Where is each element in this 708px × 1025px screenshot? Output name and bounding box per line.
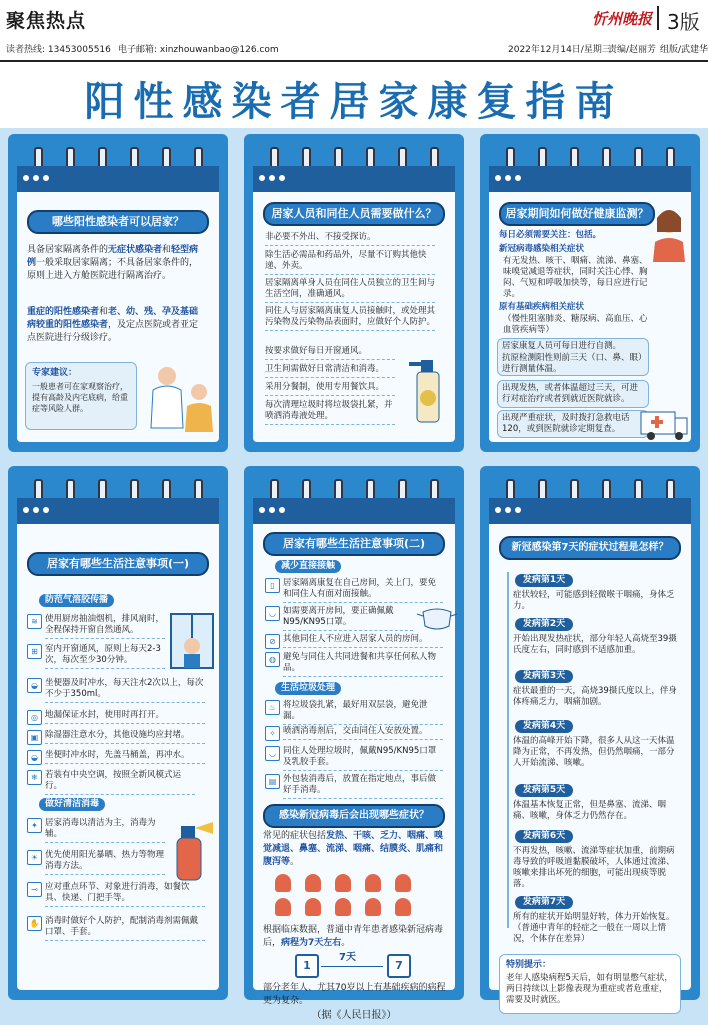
subheading-aerosol: 防范气溶胶传播 <box>39 594 114 607</box>
face-mask-icon <box>417 604 457 634</box>
subheading-contact: 减少直接接触 <box>275 560 341 573</box>
subheading-disinfection: 做好清洁消毒 <box>39 798 105 811</box>
timeline-line <box>507 572 509 928</box>
list-item: 按要求做好每日开窗通风。 <box>265 346 395 360</box>
list-item: 优先使用阳光暴晒、热力等物理消毒方法。 <box>45 850 165 875</box>
respirator-icon: ◡ <box>265 746 280 761</box>
day-label: 发病第2天 <box>515 618 573 631</box>
list-item: 居家隔离单身人员在同住人员独立的卫生间与生活空间，准确通风。 <box>265 278 435 303</box>
divider <box>657 6 659 30</box>
person-icon <box>365 898 381 916</box>
card-who-can-isolate <box>8 134 228 452</box>
list-item: 居家隔离康复在自己房间，关上门，要免和同住人有面对面接触。 <box>283 578 443 603</box>
mask-icon: ◡ <box>265 606 280 621</box>
person-icon <box>365 874 381 892</box>
self-test-text: 抗原检测阳性则前三天（口、鼻、眼）进行测量体温。 <box>502 353 643 374</box>
card-topband <box>489 166 691 192</box>
list-item: 如需要离开房间，要正确佩戴N95/KN95口罩。 <box>283 606 413 631</box>
card-question: 居家人员和同住人员需要做什么？ <box>263 202 445 226</box>
monitor-text-2: （慢性阻塞肺炎、糖尿病、高血压、心血管疾病等） <box>503 314 648 335</box>
air-conditioner-icon: ❄ <box>27 770 42 785</box>
special-tip-box <box>499 954 681 1014</box>
list-item: 同住人与居家隔离康复人员接触时，或处理其污染物及污染物品表面时，应做好个人防护。 <box>265 306 435 331</box>
edition-number: 3版 <box>667 10 700 34</box>
card-living-precautions-2 <box>244 466 464 1006</box>
duration-label: 7天 <box>339 952 356 963</box>
card-paper <box>17 498 219 990</box>
newspaper-logo: 忻州晚报 <box>592 10 653 28</box>
trash-bag-icon: ♨ <box>265 700 280 715</box>
binder-rings <box>480 479 700 493</box>
binder-rings <box>244 147 464 161</box>
card-topband <box>17 498 219 524</box>
list-item: 应对重点环节、对象进行消毒，如餐饮具、快递、门把手等。 <box>45 882 205 907</box>
email: 电子邮箱: xinzhouwanbao@126.com <box>118 45 279 55</box>
card-question: 新冠感染第7天的症状过程是怎样？ <box>499 536 681 560</box>
day-text: 体温基本恢复正常，但是鼻塞、流涕、咽痛、咳嗽，身体乏力仍然存在。 <box>513 800 667 821</box>
day-text: 体温的高峰开始下降，很多人从这一天体温降为正常，不再发热，但仍然咽痛，一部分人开始流涕、咳嗽。 <box>513 736 675 768</box>
list-item: 居家消毒以清洁为主，消毒为辅。 <box>45 818 165 843</box>
self-test-title: 居家康复人员可每日进行自测。 <box>502 341 622 351</box>
monitor-intro: 每日必须需要关注：包括。 <box>499 230 602 240</box>
ventilation-icon: ≋ <box>27 614 42 629</box>
day-label: 发病第3天 <box>515 670 573 683</box>
package-icon: ▤ <box>265 774 280 789</box>
expert-tip-box <box>25 362 137 430</box>
monitor-sub-2: 原有基础疾病相关症状 <box>499 302 585 312</box>
day-label: 发病第5天 <box>515 784 573 797</box>
card-paper <box>253 498 455 1006</box>
person-icon <box>395 898 411 916</box>
date: 2022年12月14日/星期三 <box>508 45 611 55</box>
page-title: 阳性感染者居家康复指南 <box>84 79 624 125</box>
day-label: 发病第6天 <box>515 830 573 843</box>
day-text: 症状最重的一天，高烧39摄氏度以上，伴身体疼痛乏力，咽痛加剧。 <box>513 686 677 707</box>
binder-rings <box>480 147 700 161</box>
paragraph-1: 具备居家隔离条件的无症状感染者和轻型病例一般采取居家隔离；不具备居家条件的，原则上进入方舱医院进行隔离治疗。 <box>27 245 199 281</box>
dehumidifier-icon: ▣ <box>27 730 42 745</box>
dining-icon: ◍ <box>265 652 280 667</box>
person-icon <box>275 898 291 916</box>
card-paper <box>489 498 691 1005</box>
door-icon: ▯ <box>265 578 280 593</box>
monitor-sub-1: 新冠病毒感染相关症状 <box>499 244 585 254</box>
calendar-day-1: 1 <box>295 954 319 978</box>
list-item: 使用厨房抽油烟机，排风扇时，全程保持开窗自然通风。 <box>45 614 165 639</box>
doctor-illustration-icon <box>141 362 217 436</box>
card-topband <box>253 498 455 524</box>
card-question: 居家期间如何做好健康监测？ <box>499 202 655 226</box>
card-living-precautions-1 <box>8 466 228 1000</box>
fever-note: 出现发热，或者体温超过三天，可进行对症治疗或者到就近医院就诊。 <box>502 383 639 404</box>
window-icon: ⊞ <box>27 644 42 659</box>
list-item: 若装有中央空调，按照全新风模式运行。 <box>45 770 195 795</box>
spray-icon: ✧ <box>265 726 280 741</box>
card-health-monitoring <box>480 134 700 452</box>
woman-thermometer-icon <box>647 202 691 262</box>
cleaning-icon: ✦ <box>27 818 42 833</box>
list-item: 消毒时做好个人防护，配制消毒剂需佩戴口罩、手套。 <box>45 916 205 941</box>
tip-label: 专家建议： <box>32 368 78 378</box>
door-handle-icon: ⊸ <box>27 882 42 897</box>
list-item: 同住人处理垃圾时，佩戴N95/KN95口罩及乳胶手套。 <box>283 746 443 771</box>
card-question: 居家有哪些生活注意事项(二) <box>263 532 445 556</box>
list-item: 卫生间需做好日常清洁和消毒。 <box>265 364 395 378</box>
source-credit: （据《人民日报》） <box>311 1010 397 1021</box>
list-item: 其他同住人不应进入居家人员的房间。 <box>283 634 443 648</box>
day-label: 发病第4天 <box>515 720 573 733</box>
day-text: 所有的症状开始明显好转，体力开始恢复。（普通中青年的轻症之一般在一周以上情况，个体存在差异） <box>513 912 675 944</box>
card-topband <box>489 498 691 524</box>
card-question: 居家有哪些生活注意事项(一) <box>27 552 209 576</box>
section-title: 聚焦热点 <box>6 10 87 32</box>
list-item: 每次清理垃圾时将垃圾袋扎紧，并喷洒消毒液处理。 <box>265 400 395 425</box>
card-seven-day-course <box>480 466 700 1005</box>
card-household-rules <box>244 134 464 452</box>
card-paper <box>17 166 219 442</box>
person-icon <box>305 898 321 916</box>
drain-icon: ◎ <box>27 710 42 725</box>
no-entry-icon: ⊘ <box>265 634 280 649</box>
binder-rings <box>244 479 464 493</box>
self-test-box <box>497 338 649 376</box>
day-text: 开始出现发热症状，部分年轻人高烧至39摄氏度左右，同时感到不适感加重。 <box>513 634 677 655</box>
page-header <box>0 0 708 62</box>
hotline: 读者热线: 13453005516 <box>6 45 111 55</box>
card-topband <box>17 166 219 192</box>
monitor-text-1: 有无发热、咳干、咽痛、流涕、鼻塞、味嗅觉减退等症状，同时关注心悸、胸闷、气短和呼吸加快等，每日应进行记录。 <box>503 256 648 299</box>
toilet-icon: ◒ <box>27 678 42 693</box>
person-icon <box>275 874 291 892</box>
card-paper <box>489 166 691 442</box>
person-icon <box>305 874 321 892</box>
spray-bottle-icon <box>167 814 219 884</box>
list-item: 除生活必需品和药品外，尽量不订购其他快递、外卖。 <box>265 250 435 275</box>
list-item: 坐便器及时冲水，每天注水2次以上，每次不少于350ml。 <box>45 678 205 703</box>
list-item: 室内开窗通风，原则上每天2-3次，每次至少30分钟。 <box>45 644 165 669</box>
binder-rings <box>8 147 228 161</box>
course-text: 根据临床数据，普通中青年患者感染新冠病毒后，病程为7天左右。 <box>263 925 444 948</box>
fever-note-box <box>497 380 649 408</box>
elderly-note: 部分老年人、尤其70岁以上有基础疾病的病程更为复杂。 <box>263 983 446 1006</box>
person-icon <box>335 898 351 916</box>
ambulance-icon <box>639 402 691 442</box>
flush-icon: ◒ <box>27 750 42 765</box>
list-item: 坐便时冲水时，先盖马桶盖，再冲水。 <box>45 750 205 764</box>
list-item: 地漏保证水封，使用时再打开。 <box>45 710 205 724</box>
emergency-note: 出现严重症状，及时拨打急救电话120，或到医院就诊定期复查。 <box>502 413 630 434</box>
sunlight-icon: ☀ <box>27 850 42 865</box>
header-rule <box>0 60 708 62</box>
list-item: 避免与同住人共同进餐和共享任何私人物品。 <box>283 652 443 677</box>
special-tip-text: 老年人感染病程5天后，如有明显憋气症状，两日持续以上影像表现为重症或者危重症，需要及时就医。 <box>506 973 673 1005</box>
layout-editor: 组版/武建华 <box>660 45 708 55</box>
card-paper <box>253 166 455 442</box>
person-icon <box>335 874 351 892</box>
tip-text: 一般患者可在家观察治疗，提有高龄及内宅底病，给重症等风险人群。 <box>32 382 128 413</box>
editor: 责编/赵丽芳 <box>608 45 657 55</box>
gloves-icon: ✋ <box>27 916 42 931</box>
list-item: 将垃圾袋扎紧，最好用双层袋，避免泄漏。 <box>283 700 443 725</box>
subheading-waste: 生活垃圾处理 <box>275 682 341 695</box>
open-window-icon <box>167 610 217 672</box>
day-label: 发病第7天 <box>515 896 573 909</box>
duration-arrow <box>321 966 383 967</box>
card-question: 哪些阳性感染者可以居家？ <box>27 210 209 234</box>
disinfectant-spray-icon <box>403 346 451 432</box>
day-label: 发病第1天 <box>515 574 573 587</box>
list-item: 非必要不外出、不接受探访。 <box>265 232 435 246</box>
calendar-day-7: 7 <box>387 954 411 978</box>
list-item: 外包装消毒后，放置在指定地点，事后做好手消毒。 <box>283 774 443 799</box>
list-item: 采用分餐制，使用专用餐饮具。 <box>265 382 395 396</box>
list-item: 除湿器注意水分，其他设施均应封堵。 <box>45 730 205 744</box>
day-text: 症状较轻，可能感到轻微喉干咽痛，身体乏力。 <box>513 590 675 611</box>
paragraph-2: 重症的阳性感染者和老、幼、残、孕及基础病较重的阳性感染者，及定点医院或者亚定点医院进行分级诊疗。 <box>27 307 199 343</box>
day-text: 不再发热，咳嗽、流涕等症状加重，前期病毒导致的呼吸道黏膜破坏，人体通过流涕、咳嗽来排出坏死的细胞，可能出现痰等脱落。 <box>513 846 675 889</box>
card-topband <box>253 166 455 192</box>
special-tip-label: 特别提示： <box>506 960 552 970</box>
emergency-note-box <box>497 410 649 438</box>
list-item: 喷洒消毒剂后，交由同住人安放处置。 <box>283 726 443 740</box>
symptoms-text: 常见的症状包括发热、干咳、乏力、咽痛、嗅觉减退、鼻塞、流涕、咽痛、结膜炎、肌痛和腹泻等。 <box>263 831 444 867</box>
binder-rings <box>8 479 228 493</box>
symptoms-question: 感染新冠病毒后会出现哪些症状？ <box>263 804 445 828</box>
person-icon <box>395 874 411 892</box>
